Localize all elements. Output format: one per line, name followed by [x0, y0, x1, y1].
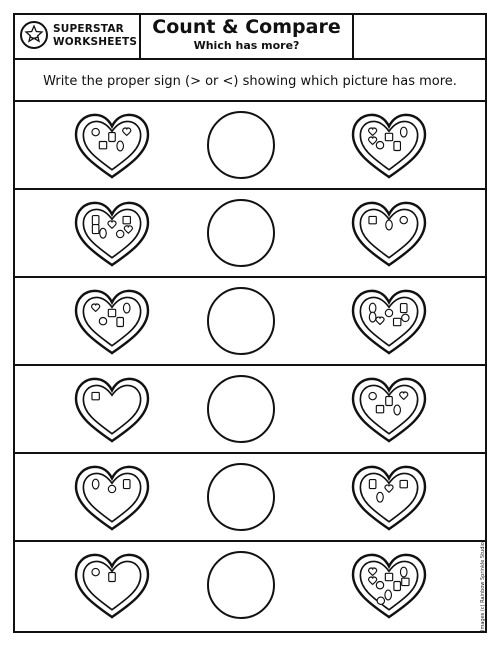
chocolate-candy-icon: [377, 492, 384, 502]
chocolate-candy-icon: [376, 582, 383, 589]
chocolate-candy-icon: [92, 568, 99, 575]
chocolate-candy-icon: [369, 392, 376, 399]
chocolate-candy-icon: [92, 216, 99, 225]
answer-circle[interactable]: [207, 199, 275, 267]
comparison-row: [13, 276, 487, 364]
chocolate-candy-icon: [99, 142, 106, 149]
chocolate-candy-icon: [108, 309, 115, 316]
brand-name-line2: WORKSHEETS: [53, 36, 138, 48]
heart-chocolate-box-icon: [347, 374, 431, 446]
chocolate-candy-icon: [376, 142, 383, 149]
chocolate-candy-icon: [376, 406, 383, 413]
chocolate-candy-icon: [400, 304, 407, 313]
answer-circle[interactable]: [207, 287, 275, 355]
answer-circle[interactable]: [207, 375, 275, 443]
heart-chocolate-box-icon: [70, 198, 154, 270]
chocolate-candy-icon: [369, 480, 376, 489]
chocolate-candy-icon: [386, 220, 393, 230]
chocolate-candy-icon: [369, 312, 376, 322]
heart-chocolate-box-icon: [347, 286, 431, 358]
image-credit: Images (c) Rainbow Sprinkle Studio: [480, 542, 486, 631]
answer-circle[interactable]: [207, 463, 275, 531]
superstar-logo-icon: [19, 20, 49, 50]
heart-chocolate-box-icon: [347, 198, 431, 270]
page-title: Count & Compare: [152, 16, 341, 38]
chocolate-candy-icon: [92, 128, 99, 135]
chocolate-candy-icon: [109, 133, 116, 142]
chocolate-candy-icon: [92, 225, 99, 234]
chocolate-candy-icon: [400, 567, 407, 577]
chocolate-candy-icon: [369, 303, 376, 313]
answer-circle[interactable]: [207, 111, 275, 179]
instructions-text: Write the proper sign (> or <) showing which picture has more.: [43, 74, 457, 89]
chocolate-candy-icon: [100, 228, 107, 238]
chocolate-candy-icon: [400, 480, 407, 487]
chocolate-candy-icon: [92, 392, 99, 399]
chocolate-candy-icon: [394, 405, 401, 415]
chocolate-candy-icon: [117, 141, 124, 151]
title-box: [141, 13, 354, 58]
chocolate-candy-icon: [386, 397, 393, 406]
chocolate-candy-icon: [385, 309, 392, 316]
chocolate-candy-icon: [400, 216, 407, 223]
chocolate-candy-icon: [117, 318, 124, 327]
chocolate-candy-icon: [123, 480, 130, 489]
comparison-rows: [13, 100, 487, 628]
heart-chocolate-box-icon: [347, 550, 431, 622]
chocolate-candy-icon: [92, 479, 99, 489]
chocolate-candy-icon: [402, 314, 409, 321]
comparison-row: [13, 188, 487, 276]
heart-chocolate-box-icon: [70, 462, 154, 534]
chocolate-candy-icon: [385, 133, 392, 140]
chocolate-candy-icon: [394, 142, 401, 151]
comparison-row: [13, 540, 487, 628]
comparison-row: [13, 452, 487, 540]
heart-chocolate-box-icon: [70, 550, 154, 622]
name-box[interactable]: [354, 13, 485, 58]
chocolate-candy-icon: [117, 230, 124, 237]
heart-chocolate-box-icon: [347, 462, 431, 534]
chocolate-candy-icon: [402, 578, 409, 585]
chocolate-candy-icon: [109, 573, 116, 582]
chocolate-candy-icon: [385, 573, 392, 580]
heart-chocolate-box-icon: [70, 286, 154, 358]
chocolate-candy-icon: [369, 216, 376, 223]
heart-chocolate-box-icon: [70, 374, 154, 446]
chocolate-candy-icon: [400, 127, 407, 137]
chocolate-candy-icon: [394, 318, 401, 325]
brand-logo-box: [13, 13, 141, 58]
answer-circle[interactable]: [207, 551, 275, 619]
chocolate-candy-icon: [99, 318, 106, 325]
brand-name-line1: SUPERSTAR: [53, 23, 124, 35]
chocolate-candy-icon: [123, 216, 130, 223]
chocolate-candy-icon: [108, 485, 115, 492]
comparison-row: [13, 364, 487, 452]
comparison-row: [13, 100, 487, 188]
chocolate-candy-icon: [123, 303, 130, 313]
worksheet-header: [13, 13, 487, 60]
heart-chocolate-box-icon: [70, 110, 154, 182]
chocolate-candy-icon: [377, 597, 384, 604]
chocolate-candy-icon: [394, 582, 401, 591]
heart-chocolate-box-icon: [347, 110, 431, 182]
chocolate-candy-icon: [385, 590, 392, 600]
page-subtitle: Which has more?: [193, 39, 300, 52]
